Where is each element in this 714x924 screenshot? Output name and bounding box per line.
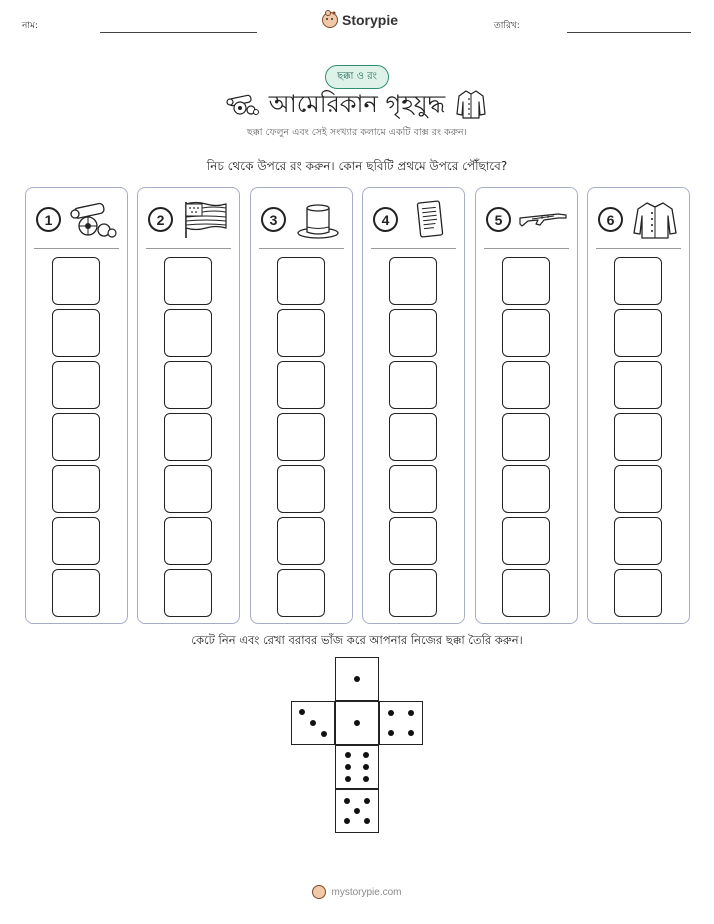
- column-2: [137, 187, 240, 624]
- column-number: 4: [373, 207, 398, 232]
- flag-icon: [180, 200, 230, 240]
- color-box[interactable]: [614, 569, 662, 617]
- color-box[interactable]: [502, 257, 550, 305]
- color-box[interactable]: [389, 569, 437, 617]
- color-box[interactable]: [164, 465, 212, 513]
- storypie-logo: [322, 12, 398, 28]
- column-number: 1: [36, 207, 61, 232]
- color-box[interactable]: [277, 569, 325, 617]
- die-pip: [321, 731, 327, 737]
- die-pip: [354, 808, 360, 814]
- column-divider: [34, 248, 119, 249]
- column-divider: [371, 248, 456, 249]
- column-header: [363, 200, 464, 240]
- bear-logo-icon: [322, 12, 338, 28]
- cannon-icon: [68, 200, 118, 240]
- die-face-1: [335, 701, 379, 745]
- column-header: [251, 200, 352, 240]
- column-5: [475, 187, 578, 624]
- die-pip: [408, 710, 414, 716]
- column-6: [587, 187, 690, 624]
- color-box[interactable]: [277, 413, 325, 461]
- color-box[interactable]: [164, 257, 212, 305]
- column-4: [362, 187, 465, 624]
- rifle-icon: [518, 200, 568, 240]
- die-pip: [345, 752, 351, 758]
- color-box[interactable]: [502, 517, 550, 565]
- color-box[interactable]: [502, 413, 550, 461]
- column-header: [476, 200, 577, 240]
- column-header: [588, 200, 689, 240]
- uniform-coat-icon: [456, 88, 486, 120]
- color-box[interactable]: [52, 361, 100, 409]
- color-box[interactable]: [164, 413, 212, 461]
- color-box[interactable]: [389, 517, 437, 565]
- color-box[interactable]: [614, 465, 662, 513]
- column-divider: [596, 248, 681, 249]
- color-box[interactable]: [389, 361, 437, 409]
- die-face-4: [379, 701, 423, 745]
- name-label: নাম:: [22, 21, 39, 31]
- date-line: [567, 32, 691, 33]
- die-pip: [364, 818, 370, 824]
- name-line: [100, 32, 257, 33]
- column-3: [250, 187, 353, 624]
- column-divider: [484, 248, 569, 249]
- date-label: তারিখ:: [494, 21, 520, 31]
- color-box[interactable]: [277, 517, 325, 565]
- color-box[interactable]: [52, 413, 100, 461]
- color-box[interactable]: [389, 257, 437, 305]
- die-pip: [363, 776, 369, 782]
- column-1: [25, 187, 128, 624]
- die-face-3: [291, 701, 335, 745]
- uniform-coat-icon: [630, 200, 680, 240]
- brand-name: Storypie: [342, 12, 399, 28]
- footer-url: mystorypie.com: [331, 886, 402, 898]
- die-pip: [345, 776, 351, 782]
- column-number: 2: [148, 207, 173, 232]
- column-header: [138, 200, 239, 240]
- color-box[interactable]: [389, 309, 437, 357]
- die-pip: [363, 764, 369, 770]
- color-box[interactable]: [614, 413, 662, 461]
- color-box[interactable]: [389, 413, 437, 461]
- die-pip: [345, 764, 351, 770]
- column-number: 5: [486, 207, 511, 232]
- color-box[interactable]: [277, 257, 325, 305]
- color-box[interactable]: [389, 465, 437, 513]
- color-box[interactable]: [52, 257, 100, 305]
- die-pip: [299, 709, 305, 715]
- color-box[interactable]: [502, 361, 550, 409]
- color-box[interactable]: [614, 257, 662, 305]
- die-pip: [364, 798, 370, 804]
- color-box[interactable]: [52, 569, 100, 617]
- color-box[interactable]: [277, 361, 325, 409]
- color-box[interactable]: [52, 309, 100, 357]
- die-pip: [310, 720, 316, 726]
- die-face-1: [335, 657, 379, 701]
- column-number: 6: [598, 207, 623, 232]
- die-pip: [344, 798, 350, 804]
- die-pip: [354, 720, 360, 726]
- die-pip: [354, 676, 360, 682]
- die-pip: [344, 818, 350, 824]
- color-box[interactable]: [164, 361, 212, 409]
- cut-instruction: কেটে নিন এবং রেখা বরাবর ভাঁজ করে আপনার নিজের ছক্কা তৈরি করুন।: [191, 633, 523, 647]
- top-hat-icon: [293, 200, 343, 240]
- die-pip: [388, 730, 394, 736]
- die-pip: [408, 730, 414, 736]
- color-box[interactable]: [164, 517, 212, 565]
- column-divider: [259, 248, 344, 249]
- instruction-text: নিচ থেকে উপরে রং করুন। কোন ছবিটি প্রথমে উপরে পৌঁছাবে?: [206, 159, 508, 173]
- color-box[interactable]: [502, 569, 550, 617]
- color-box[interactable]: [277, 465, 325, 513]
- color-box[interactable]: [614, 309, 662, 357]
- color-box[interactable]: [614, 361, 662, 409]
- die-pip: [388, 710, 394, 716]
- footer: [0, 885, 714, 899]
- color-box[interactable]: [164, 569, 212, 617]
- color-box[interactable]: [614, 517, 662, 565]
- column-divider: [146, 248, 231, 249]
- bear-logo-icon: [312, 885, 326, 899]
- color-box[interactable]: [502, 465, 550, 513]
- column-number: 3: [261, 207, 286, 232]
- color-box[interactable]: [52, 465, 100, 513]
- subtitle: ছক্কা ফেলুন এবং সেই সংখ্যার কলামে একটি বাক্স রং করুন।: [247, 127, 467, 138]
- die-face-5: [335, 789, 379, 833]
- color-box[interactable]: [502, 309, 550, 357]
- die-pip: [363, 752, 369, 758]
- color-box[interactable]: [52, 517, 100, 565]
- document-icon: [405, 200, 455, 240]
- color-box[interactable]: [277, 309, 325, 357]
- die-face-6: [335, 745, 379, 789]
- color-box[interactable]: [164, 309, 212, 357]
- column-header: [26, 200, 127, 240]
- page-title: আমেরিকান গৃহযুদ্ধ: [268, 90, 446, 118]
- roll-and-color-badge: ছক্কা ও রং: [325, 65, 389, 89]
